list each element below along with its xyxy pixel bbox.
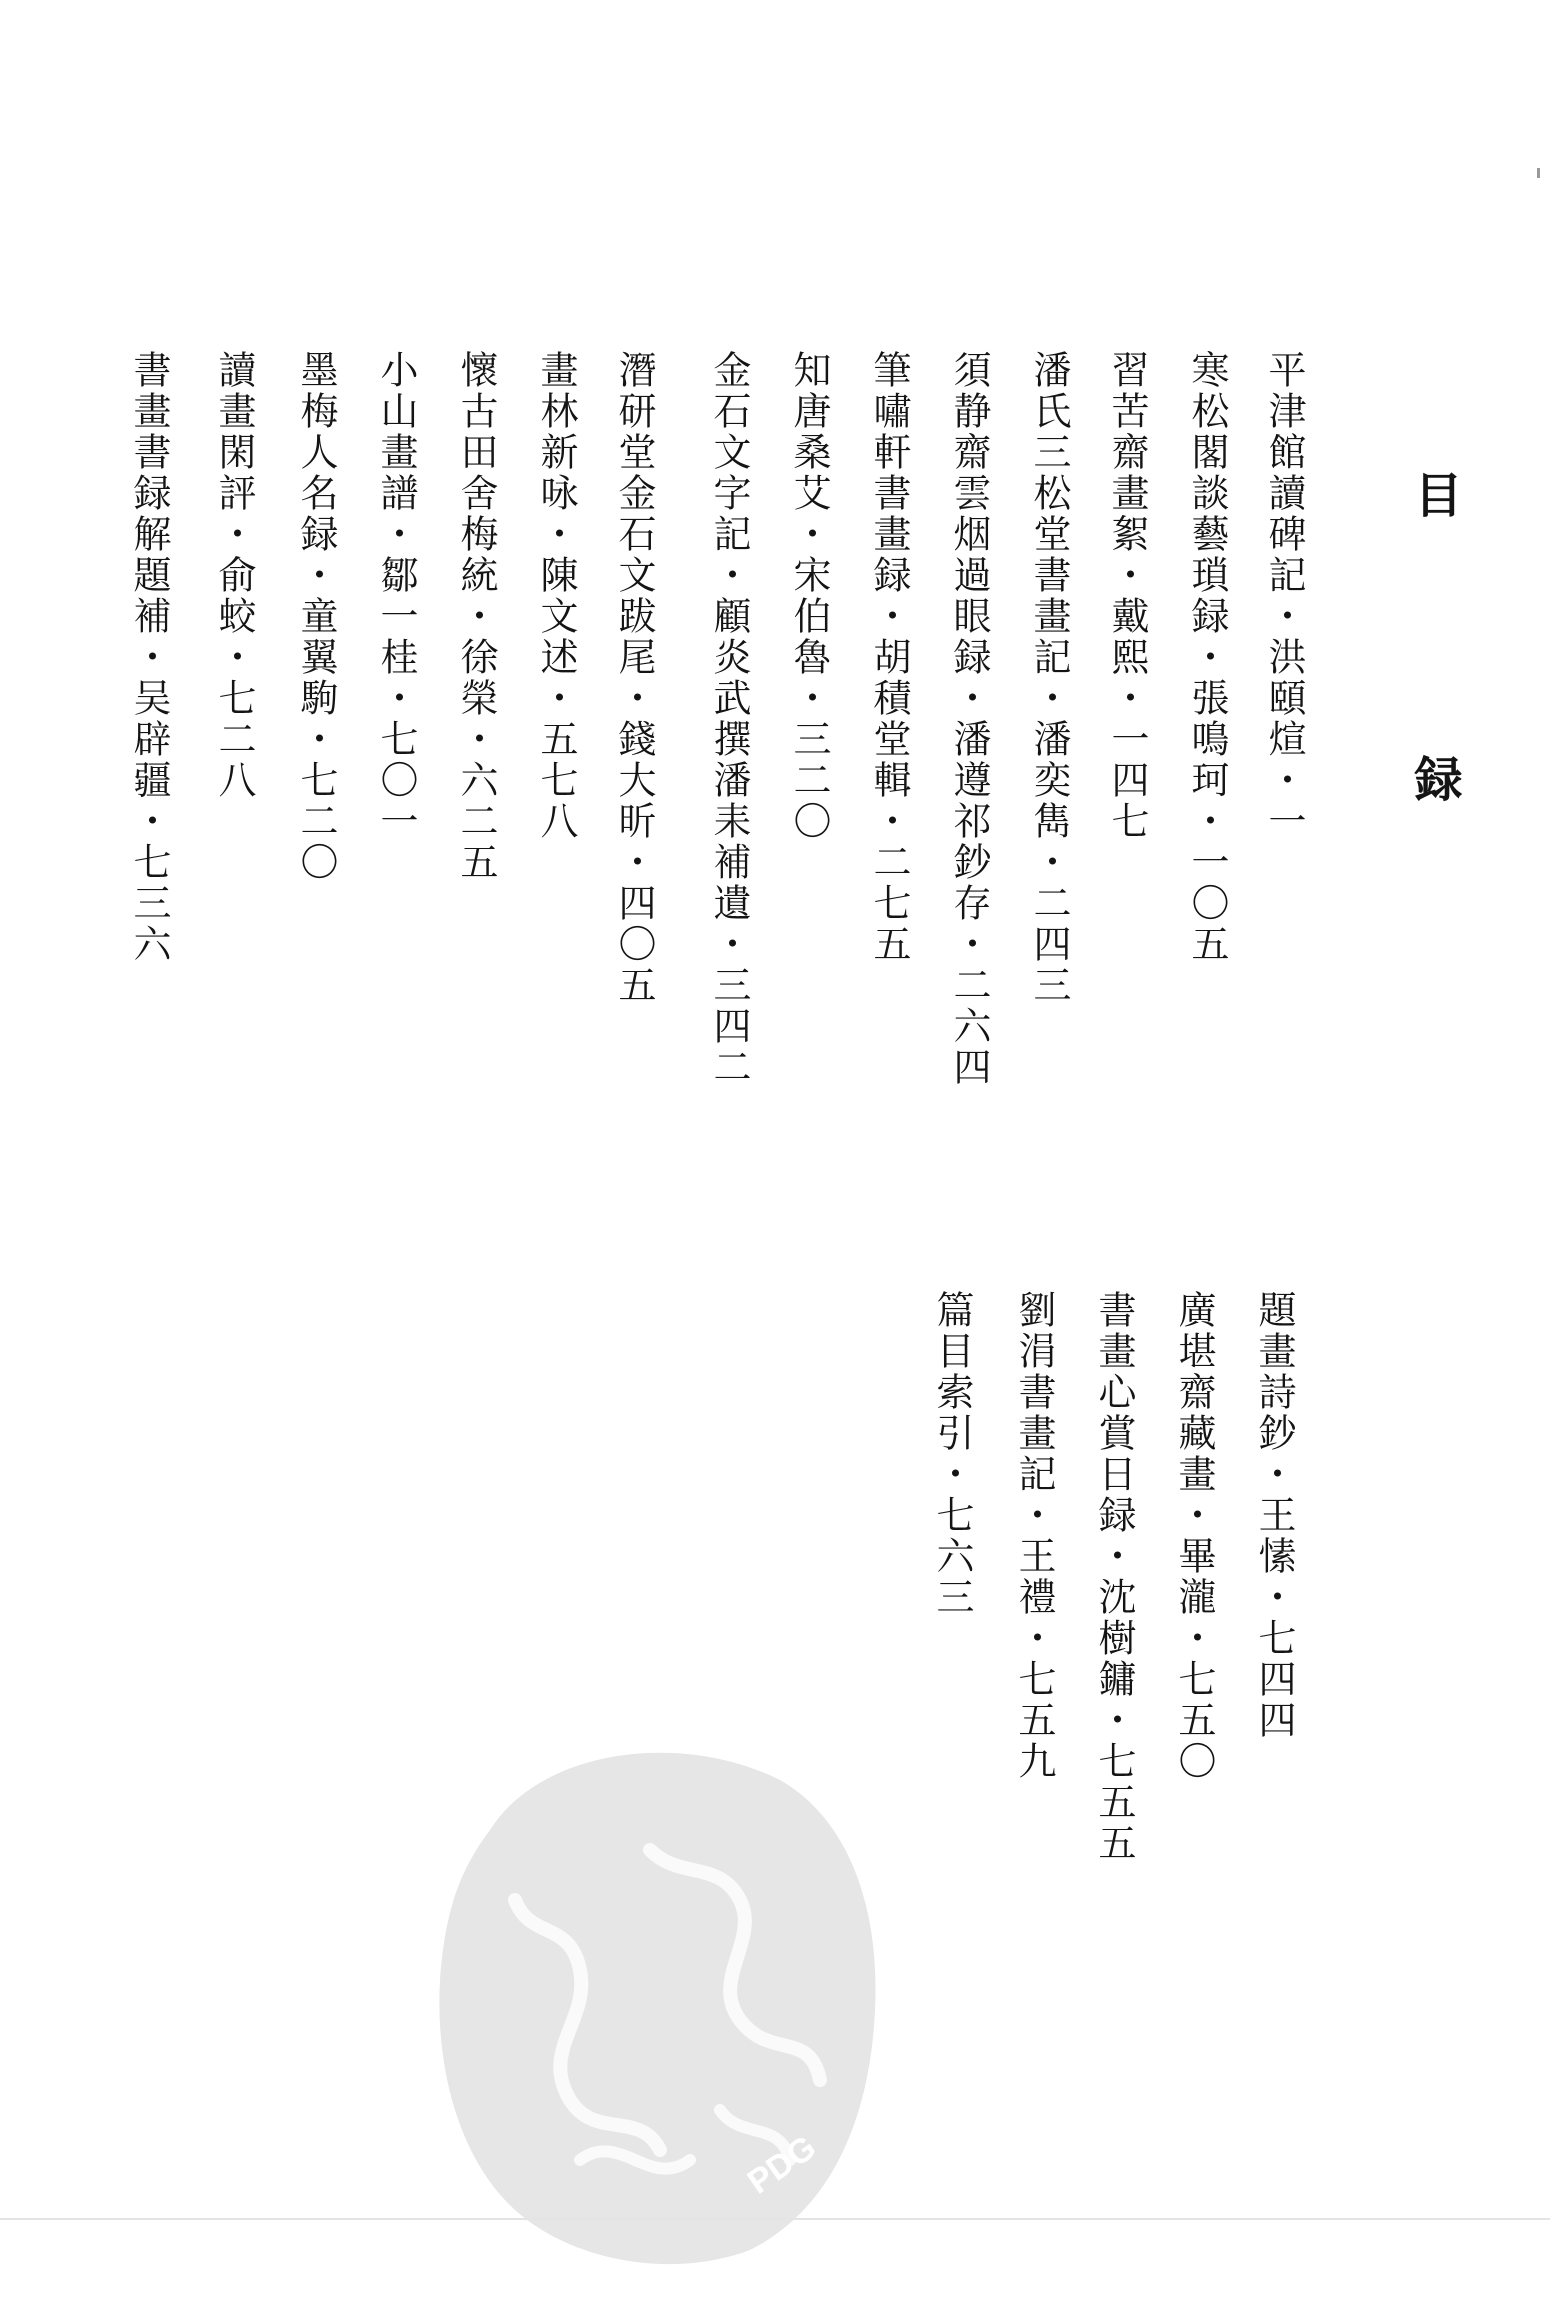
- toc-entry: 篇目索引・七六三: [930, 1290, 974, 1618]
- page-edge-rule: [0, 2218, 1550, 2220]
- toc-entry: 習苦齋畫絮・戴熙・一四七: [1105, 350, 1149, 842]
- toc-entry: 知唐桑艾・宋伯魯・三二〇: [787, 350, 831, 842]
- toc-entry: 題畫詩鈔・王愫・七四四: [1252, 1290, 1296, 1741]
- toc-entry: 墨梅人名録・童翼駒・七二〇: [294, 350, 338, 883]
- toc-entry: 讀畫閑評・俞蛟・七二八: [212, 350, 256, 801]
- seal-label: PDG: [740, 2128, 823, 2202]
- toc-entry: 金石文字記・顧炎武撰潘耒補遺・三四二: [707, 350, 751, 1088]
- toc-entry: 筆嘯軒書畫録・胡積堂輯・二七五: [867, 350, 911, 965]
- toc-entry: 潘氏三松堂書畫記・潘奕雋・二四三: [1027, 350, 1071, 1006]
- page-title: 目 録: [1406, 470, 1462, 892]
- toc-entry: 懷古田舍梅統・徐榮・六二五: [454, 350, 498, 883]
- toc-entry: 潛研堂金石文跋尾・錢大昕・四〇五: [612, 350, 656, 1006]
- toc-entry: 畫林新咏・陳文述・五七八: [534, 350, 578, 842]
- seal-watermark: [420, 1690, 890, 2270]
- toc-entry: 平津館讀碑記・洪頤煊・一: [1262, 350, 1306, 842]
- toc-entry: 書畫書録解題補・吴辟疆・七三六: [127, 350, 171, 965]
- seal-shape: [439, 1753, 875, 2264]
- toc-entry: 寒松閣談藝瑣録・張鳴珂・一〇五: [1185, 350, 1229, 965]
- edge-mark: [1537, 168, 1540, 178]
- toc-entry: 劉涓書畫記・王禮・七五九: [1012, 1290, 1056, 1782]
- toc-entry: 廣堪齋藏畫・畢瀧・七五〇: [1172, 1290, 1216, 1782]
- toc-entry: 書畫心賞日録・沈樹鏞・七五五: [1092, 1290, 1136, 1864]
- toc-entry: 小山畫譜・鄒一桂・七〇一: [374, 350, 418, 842]
- toc-entry: 須静齋雲烟過眼録・潘遵祁鈔存・二六四: [947, 350, 991, 1088]
